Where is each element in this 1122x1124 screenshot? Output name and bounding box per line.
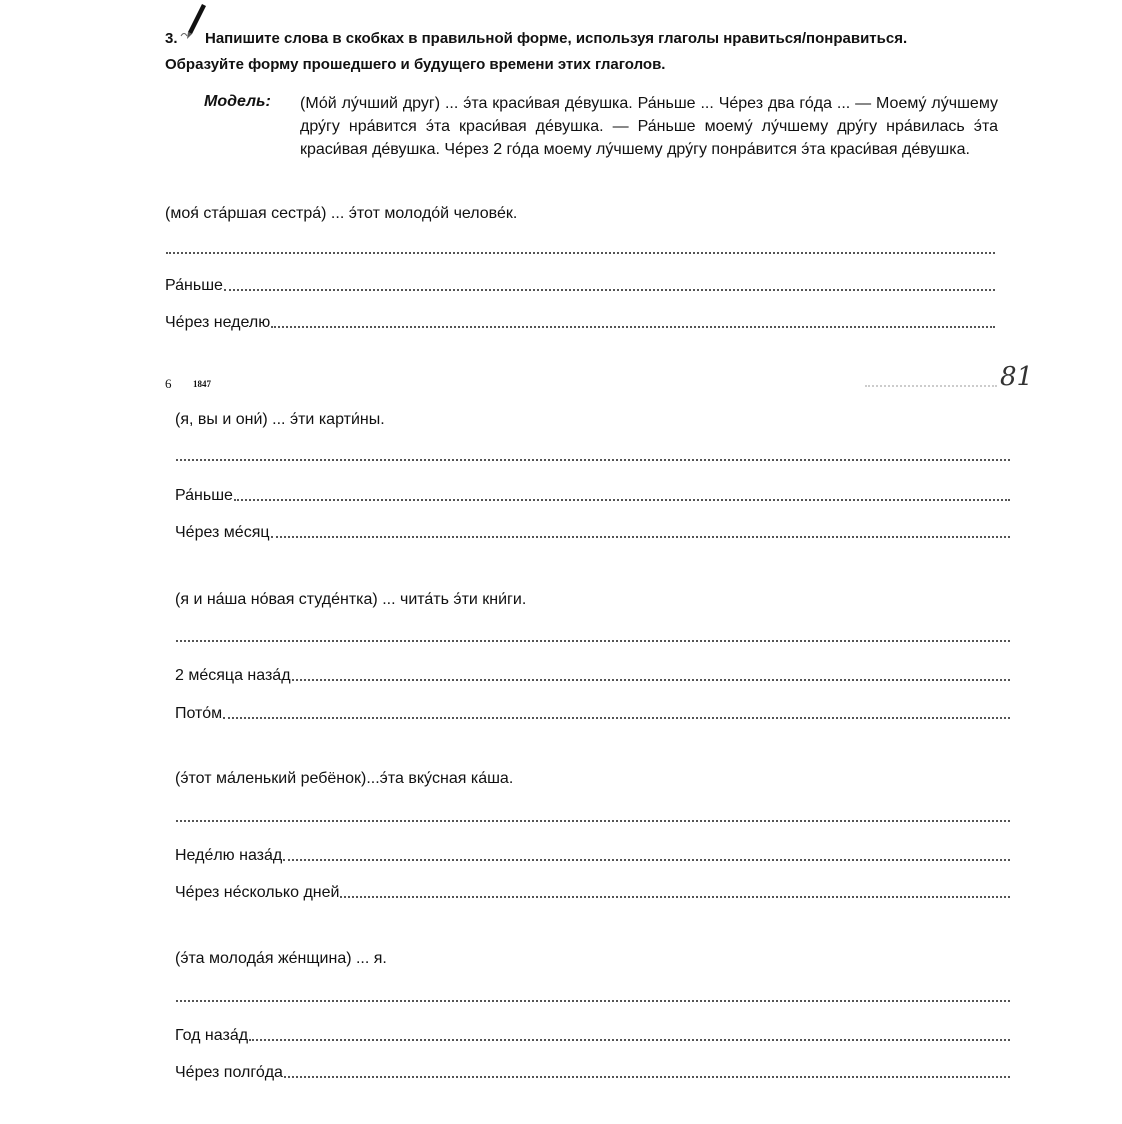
task-number: 3. [165, 30, 178, 47]
answer-line[interactable] [175, 445, 1010, 465]
page-number: 6 [165, 376, 172, 391]
answer-line-label: Ра́ньше [165, 277, 223, 294]
answer-line-label: Год наза́д [175, 1027, 249, 1044]
exercise-prompt: (э́та молода́я же́нщина) ... я. [175, 950, 387, 967]
answer-line[interactable] [175, 1062, 1010, 1082]
answer-line-label: 2 ме́сяца наза́д [175, 667, 291, 684]
answer-line[interactable] [175, 522, 1010, 542]
task-instruction: Напишите слова в скобках в правильной форме, используя глаголы нравиться/понравиться. [205, 30, 908, 47]
answer-line[interactable] [175, 703, 1010, 723]
exercise-prompt: (я, вы и они́) ... э́ти карти́ны. [175, 411, 385, 428]
exercise-prompt: (моя́ ста́ршая сестра́) ... э́тот молодо́й челове́к. [165, 205, 518, 222]
answer-line[interactable] [165, 238, 995, 258]
answer-line[interactable] [165, 312, 995, 332]
answer-line[interactable] [175, 485, 1010, 505]
answer-line-label: Пото́м [175, 705, 223, 722]
answer-line[interactable] [175, 986, 1010, 1006]
model-example: (Мо́й лу́чший друг) ... э́та краси́вая де́вушка. Ра́ньше ... Че́рез два го́да ... — Моему́ лу́чшему дру́гу нра́вится э́та краси́вая де́вушка. — Ра́ньше моему́ лу́чшему дру́гу нра́вилась э́та краси́вая де́вушка. Че́рез 2 го́да моему лу́чшему дру́гу понра́вится э́та краси́вая де́вушка. [300, 95, 998, 158]
answer-line-label: Неде́лю наза́д [175, 847, 283, 864]
answer-line-label: Че́рез не́сколько дней [175, 884, 340, 901]
answer-line-label: Че́рез полго́да [175, 1064, 283, 1081]
answer-line-label: Че́рез ме́сяц [175, 524, 270, 541]
handwritten-number: 81 [1000, 362, 1034, 392]
answer-line[interactable] [175, 1025, 1010, 1045]
exercise-prompt: (э́тот ма́ленький ребёнок)...э́та вку́сная ка́ша. [175, 770, 514, 787]
faint-dotted-line [865, 385, 997, 387]
exercise-prompt: (я и на́ша но́вая студе́нтка) ... чита́ть э́ти кни́ги. [175, 591, 527, 608]
answer-line[interactable] [175, 845, 1010, 865]
pen-icon [178, 0, 208, 40]
answer-line[interactable] [175, 626, 1010, 646]
model-label: Модель: [204, 93, 271, 110]
print-code: 1847 [193, 379, 211, 389]
answer-line[interactable] [175, 882, 1010, 902]
task-instruction-2: Образуйте форму прошедшего и будущего времени этих глаголов. [165, 56, 666, 73]
answer-line-label: Ра́ньше [175, 487, 233, 504]
answer-line[interactable] [175, 665, 1010, 685]
answer-line-label: Че́рез неделю [165, 314, 271, 331]
answer-line[interactable] [165, 275, 995, 295]
answer-line[interactable] [175, 806, 1010, 826]
